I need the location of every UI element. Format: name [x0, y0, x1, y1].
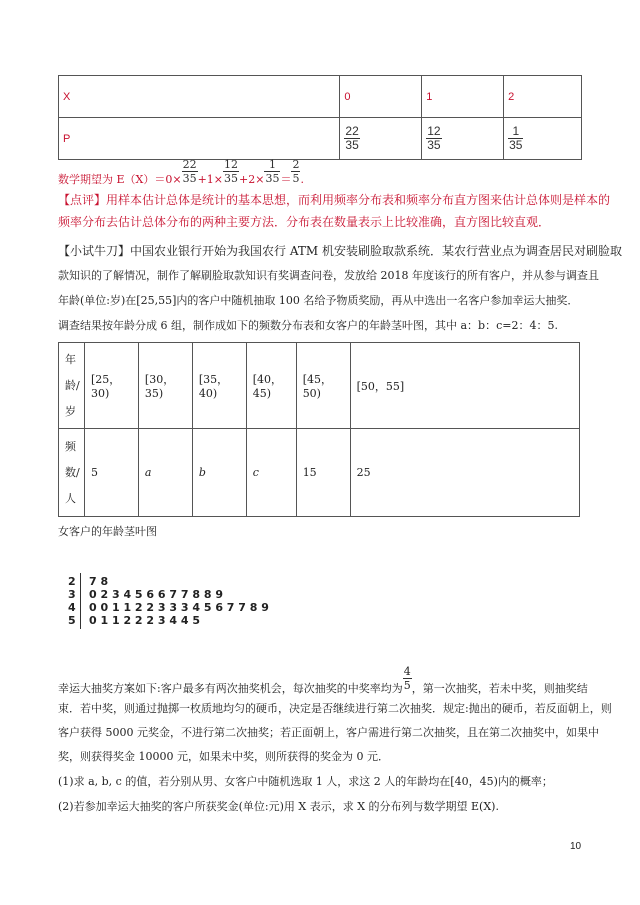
expectation-prefix: 数学期望为 E（X）＝0×	[58, 172, 182, 186]
count-cell: b	[192, 429, 246, 517]
frac-num: 2	[292, 158, 300, 171]
problem-line-1	[58, 243, 622, 259]
expectation-mid1: +1×	[197, 172, 224, 186]
interval-cell: [40，45)	[246, 343, 296, 429]
frac-num: 12	[224, 158, 239, 171]
interval-cell: [30，35)	[138, 343, 192, 429]
cell-p-0	[340, 118, 422, 160]
frequency-table	[58, 342, 580, 517]
frac-num: 1	[508, 125, 523, 139]
row-label-p: P	[59, 118, 340, 160]
problem-tag: 【小试牛刀】	[58, 244, 131, 258]
frac-den: 35	[509, 138, 523, 152]
lottery-line-1	[58, 665, 588, 695]
question-2: (2)若参加幸运大抽奖的客户所获奖金(单位:元)用 X 表示，求 X 的分布列与数学期望 E(X).	[58, 800, 499, 813]
frac-num: 1	[264, 158, 280, 172]
lottery-text-1b: ，第一次抽奖，若未中奖，则抽奖结	[411, 681, 588, 695]
cell-x-2: 2	[504, 76, 582, 118]
frac-num: 12	[427, 124, 441, 138]
table-row-p	[59, 118, 582, 160]
age-label-part: 岁	[65, 404, 76, 418]
frac-den: 35	[345, 138, 359, 152]
lottery-text-1a: 幸运大抽奖方案如下:客户最多有两次抽奖机会，每次抽奖的中奖率均为	[58, 681, 403, 695]
interval-cell: [35，40)	[192, 343, 246, 429]
frac-num: 4	[403, 665, 411, 678]
stemleaf-leaves: 0 2 3 4 5 6 6 7 7 8 8 9	[89, 588, 223, 601]
frac-den: 35	[265, 172, 280, 185]
stemleaf-stem: 5	[68, 614, 76, 627]
stemleaf-title: 女客户的年龄茎叶图	[58, 525, 157, 538]
stemleaf-stem: 3	[68, 588, 76, 601]
lottery-line-2: 束．若中奖，则通过抛掷一枚质地均匀的硬币，决定是否继续进行第二次抽奖．规定:抛出的硬币，若反面朝上，则	[58, 702, 612, 715]
frac-num: 22	[345, 124, 359, 138]
stemleaf-stem: 4	[68, 601, 76, 614]
stemleaf-stem: 2	[68, 575, 76, 588]
expectation-mid2: +2×	[239, 172, 265, 186]
count-cell: c	[246, 429, 296, 517]
interval-cell: [45，50)	[296, 343, 350, 429]
frac-den: 5	[292, 172, 300, 185]
table-row-age	[59, 343, 580, 429]
comment-text-1: 用样本估计总体是统计的基本思想，而利用频率分布表和频率分布直方图来估计总体则是样本的	[106, 193, 611, 207]
expectation-eq: ＝	[280, 172, 292, 186]
age-label	[59, 343, 85, 429]
frac-den: 35	[224, 172, 239, 185]
expectation-end: .	[300, 172, 304, 186]
table-row-x	[59, 76, 582, 118]
count-cell: a	[138, 429, 192, 517]
cell-p-2	[504, 118, 582, 160]
comment-line-2	[58, 214, 550, 230]
cell-p-1	[422, 118, 504, 160]
cell-x-0: 0	[340, 76, 422, 118]
frac-den: 35	[427, 138, 441, 152]
count-cell: 25	[350, 429, 579, 517]
problem-line-3: 年龄(单位:岁)在[25,55]内的客户中随机抽取 100 名给予物质奖励，再从中选出一名客户参加幸运大抽奖．	[58, 294, 579, 307]
stemleaf-leaves: 0 0 1 1 2 2 3 3 3 4 5 6 7 7 8 9	[89, 601, 269, 614]
table-row-count	[59, 429, 580, 517]
stemleaf-leaves: 0 1 1 2 2 2 3 4 4 5	[89, 614, 201, 627]
problem-text-1: 中国农业银行开始为我国农行 ATM 机安装刷脸取款系统．某农行营业点为调查居民对刷脸取	[130, 244, 622, 258]
page-number: 10	[570, 841, 582, 852]
count-cell: 5	[84, 429, 138, 517]
lottery-line-4: 奖，则获得奖金 10000 元，如果未中奖，则所获得的奖金为 0 元．	[58, 750, 389, 763]
count-label-part: 频	[65, 439, 76, 453]
stemleaf-leaves: 7 8	[89, 575, 109, 588]
count-label-part: 数/	[65, 465, 80, 479]
frac-den: 35	[182, 172, 197, 185]
count-label	[59, 429, 85, 517]
age-label-part: 龄/	[65, 378, 80, 392]
question-1: (1)求 a, b, c 的值，若分别从男、女客户中随机选取 1 人，求这 2 人的年龄均在[40，45)内的概率；	[58, 775, 553, 788]
count-label-part: 人	[65, 491, 76, 505]
frac-num: 22	[182, 158, 197, 171]
lottery-line-3: 客户获得 5000 元奖金，不进行第二次抽奖；若正面朝上，客户需进行第二次抽奖，且在第二次抽奖中，如果中	[58, 726, 599, 739]
interval-cell: [25，30)	[84, 343, 138, 429]
expectation-formula	[58, 158, 304, 185]
age-label-part: 年	[65, 352, 76, 366]
count-cell: 15	[296, 429, 350, 517]
comment-line-1	[58, 192, 610, 208]
interval-cell: [50，55]	[350, 343, 579, 429]
row-label-x: X	[59, 76, 340, 118]
stemleaf-divider	[80, 573, 81, 629]
frac-den: 5	[403, 679, 411, 692]
distribution-table	[58, 75, 582, 160]
cell-x-1: 1	[422, 76, 504, 118]
problem-line-4: 调查结果按年龄分成 6 组，制作成如下的频数分布表和女客户的年龄茎叶图，其中 a：b：c=2：4：5.	[58, 319, 558, 332]
comment-text-2: 频率分布去估计总体分布的两种主要方法．分布表在数量表示上比较准确，直方图比较直观．	[58, 215, 551, 229]
problem-line-2: 款知识的了解情况，制作了解刷脸取款知识有奖调查问卷，发放给 2018 年度该行的所有客户，并从参与调查且	[58, 269, 599, 282]
comment-tag: 【点评】	[58, 193, 107, 207]
